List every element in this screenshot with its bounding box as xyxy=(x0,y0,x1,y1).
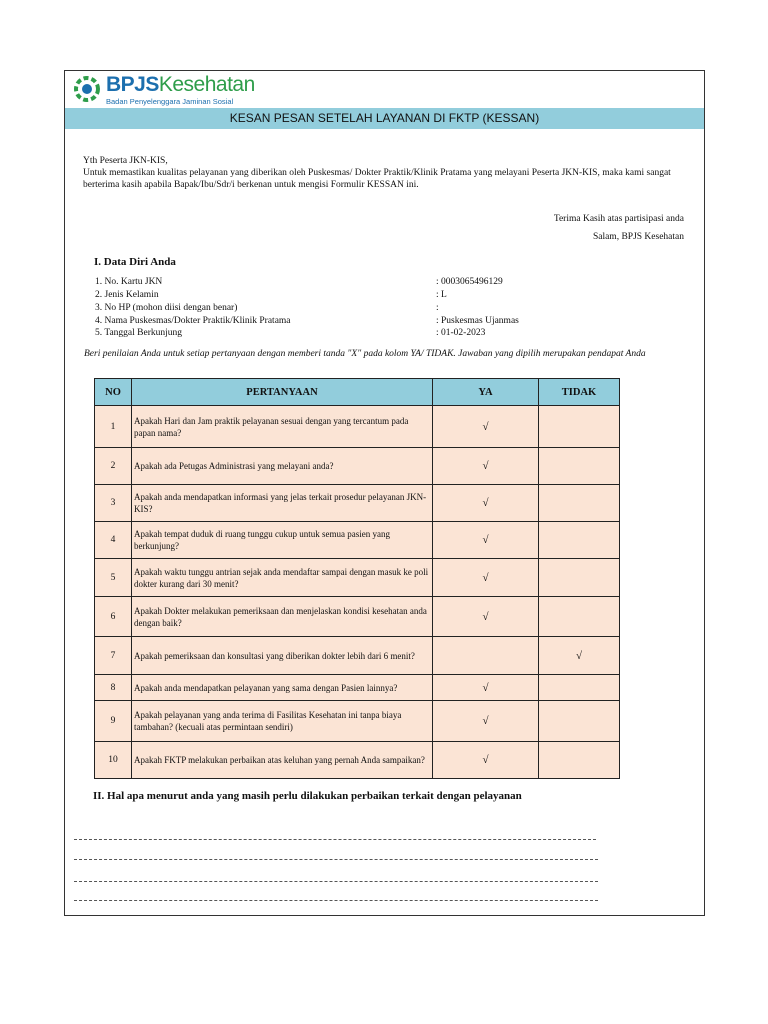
header-yes: YA xyxy=(433,379,539,406)
answer-no-cell[interactable] xyxy=(539,742,620,779)
answer-no-cell[interactable] xyxy=(539,485,620,522)
bpjs-emblem-icon xyxy=(72,73,102,105)
table-row xyxy=(95,675,620,701)
field-label-visit-date: 5. Tanggal Berkunjung xyxy=(95,328,183,338)
row-number: 2 xyxy=(95,448,132,485)
answer-line-4[interactable] xyxy=(74,900,598,901)
field-value-visit-date: : 01-02-2023 xyxy=(436,328,486,338)
row-question: Apakah pemeriksaan dan konsultasi yang diberikan dokter lebih dari 6 menit? xyxy=(132,637,433,675)
answer-line-2[interactable] xyxy=(74,859,598,860)
instruction-text: Beri penilaian Anda untuk setiap pertanyaan dengan memberi tanda "X" pada kolom YA/ TIDAK. Jawaban yang dipilih merupakan pendapat Anda xyxy=(84,349,646,359)
answer-yes-cell[interactable]: √ xyxy=(433,522,539,559)
answer-no-cell[interactable] xyxy=(539,448,620,485)
section-2-title: II. Hal apa menurut anda yang masih perlu dilakukan perbaikan terkait dengan pelayanan xyxy=(93,790,522,802)
salutation-line: Salam, BPJS Kesehatan xyxy=(592,232,684,242)
row-number: 7 xyxy=(95,637,132,675)
table-row xyxy=(95,742,620,779)
answer-no-cell[interactable]: √ xyxy=(539,637,620,675)
greeting: Yth Peserta JKN-KIS, xyxy=(83,156,168,166)
answer-yes-cell[interactable] xyxy=(433,637,539,675)
field-value-card-number: : 0003065496129 xyxy=(436,277,503,287)
table-header-row xyxy=(95,379,620,406)
logo-brand-b: Kesehatan xyxy=(158,73,255,96)
answer-line-1[interactable] xyxy=(74,839,596,840)
field-value-facility: : Puskesmas Ujanmas xyxy=(436,316,519,326)
bpjs-logo xyxy=(72,73,255,107)
answer-no-cell[interactable] xyxy=(539,522,620,559)
row-question: Apakah FKTP melakukan perbaikan atas keluhan yang pernah Anda sampaikan? xyxy=(132,742,433,779)
logo-subtitle: Badan Penyelenggara Jaminan Sosial xyxy=(106,97,234,106)
form-title: KESAN PESAN SETELAH LAYANAN DI FKTP (KESSAN) xyxy=(65,108,704,129)
answer-no-cell[interactable] xyxy=(539,559,620,597)
table-row xyxy=(95,522,620,559)
survey-table xyxy=(94,378,620,779)
row-question: Apakah anda mendapatkan informasi yang jelas terkait prosedur pelayanan JKN-KIS? xyxy=(132,485,433,522)
answer-no-cell[interactable] xyxy=(539,597,620,637)
logo-brand xyxy=(106,73,255,97)
intro-text xyxy=(83,155,693,191)
field-value-phone: : xyxy=(436,303,439,313)
table-row xyxy=(95,637,620,675)
answer-yes-cell[interactable]: √ xyxy=(433,597,539,637)
answer-yes-cell[interactable]: √ xyxy=(433,448,539,485)
table-row xyxy=(95,485,620,522)
answer-yes-cell[interactable]: √ xyxy=(433,485,539,522)
answer-no-cell[interactable] xyxy=(539,701,620,742)
answer-yes-cell[interactable]: √ xyxy=(433,675,539,701)
row-question: Apakah Dokter melakukan pemeriksaan dan menjelaskan kondisi kesehatan anda dengan baik? xyxy=(132,597,433,637)
row-number: 5 xyxy=(95,559,132,597)
header-no-answer: TIDAK xyxy=(539,379,620,406)
table-row xyxy=(95,701,620,742)
table-row xyxy=(95,448,620,485)
field-label-gender: 2. Jenis Kelamin xyxy=(95,290,159,300)
row-number: 10 xyxy=(95,742,132,779)
table-row xyxy=(95,597,620,637)
field-value-gender: : L xyxy=(436,290,447,300)
answer-yes-cell[interactable]: √ xyxy=(433,559,539,597)
row-question: Apakah pelayanan yang anda terima di Fasilitas Kesehatan ini tanpa biaya tambahan? (kecuali atas permintaan sendiri) xyxy=(132,701,433,742)
row-question: Apakah Hari dan Jam praktik pelayanan sesuai dengan yang tercantum pada papan nama? xyxy=(132,406,433,448)
header-question: PERTANYAAN xyxy=(132,379,433,406)
answer-line-3[interactable] xyxy=(74,881,598,882)
header-no: NO xyxy=(95,379,132,406)
answer-yes-cell[interactable]: √ xyxy=(433,406,539,448)
row-number: 1 xyxy=(95,406,132,448)
answer-no-cell[interactable] xyxy=(539,406,620,448)
section-1-title: I. Data Diri Anda xyxy=(94,256,176,268)
row-question: Apakah tempat duduk di ruang tunggu cukup untuk semua pasien yang berkunjung? xyxy=(132,522,433,559)
answer-no-cell[interactable] xyxy=(539,675,620,701)
table-row xyxy=(95,406,620,448)
field-label-facility: 4. Nama Puskesmas/Dokter Praktik/Klinik Pratama xyxy=(95,316,291,326)
field-label-card-number: 1. No. Kartu JKN xyxy=(95,277,163,287)
field-label-phone: 3. No HP (mohon diisi dengan benar) xyxy=(95,303,238,313)
row-number: 9 xyxy=(95,701,132,742)
row-number: 4 xyxy=(95,522,132,559)
row-number: 3 xyxy=(95,485,132,522)
answer-yes-cell[interactable]: √ xyxy=(433,701,539,742)
intro-body: Untuk memastikan kualitas pelayanan yang diberikan oleh Puskesmas/ Dokter Praktik/Klinik Pratama yang melayani Peserta JKN-KIS, maka kami sangat berterima kasih apabila Bapak/Ibu/Sdr/i berkenan untuk mengisi Formulir KESSAN ini. xyxy=(83,168,671,190)
row-question: Apakah ada Petugas Administrasi yang melayani anda? xyxy=(132,448,433,485)
row-question: Apakah waktu tunggu antrian sejak anda mendaftar sampai dengan masuk ke poli dokter kurang dari 30 menit? xyxy=(132,559,433,597)
table-row xyxy=(95,559,620,597)
answer-yes-cell[interactable]: √ xyxy=(433,742,539,779)
row-number: 6 xyxy=(95,597,132,637)
logo-brand-a: BPJS xyxy=(106,73,159,96)
row-number: 8 xyxy=(95,675,132,701)
row-question: Apakah anda mendapatkan pelayanan yang sama dengan Pasien lainnya? xyxy=(132,675,433,701)
thanks-line: Terima Kasih atas partisipasi anda xyxy=(553,214,684,224)
